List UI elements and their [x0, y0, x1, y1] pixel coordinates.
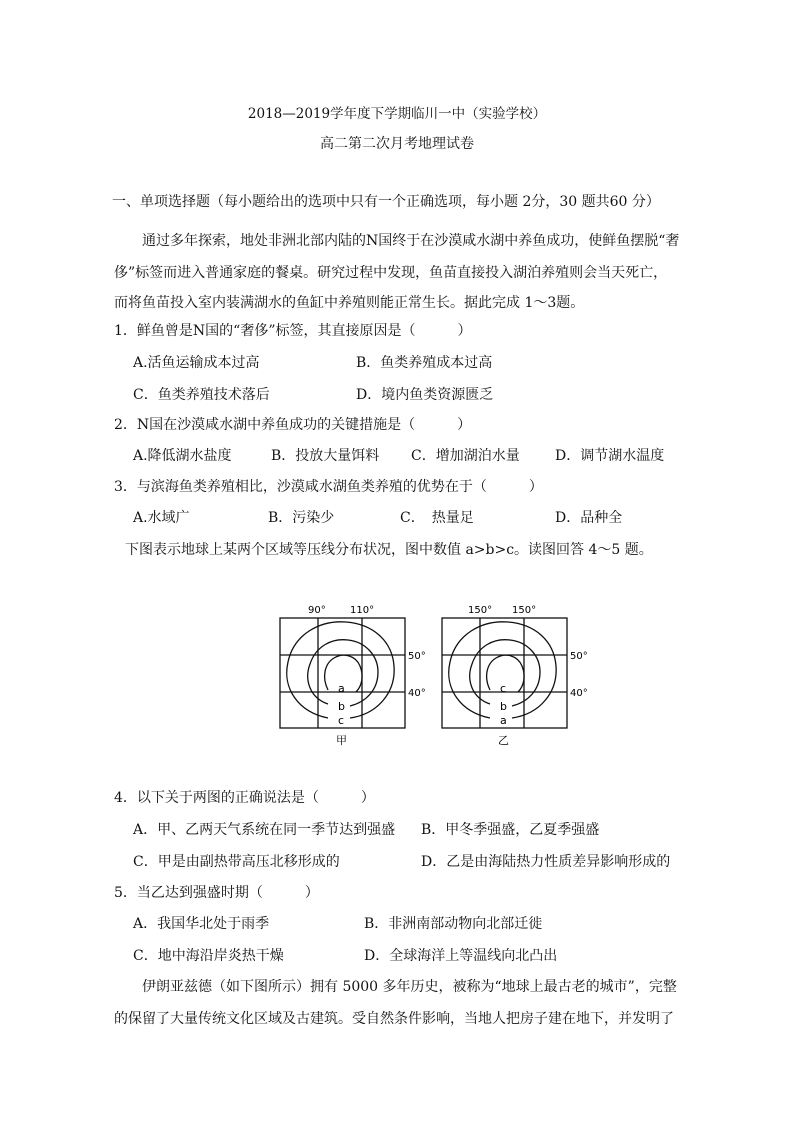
question-3-option-b: B．污染少 — [268, 510, 335, 526]
figure-jia-lon-right: 110° — [350, 605, 375, 616]
figure-yi-caption: 乙 — [498, 734, 509, 747]
passage-1-line-2: 侈”标签而进入普通家庭的餐桌。研究过程中发现，鱼苗直接投入湖泊养殖则会当天死亡， — [114, 265, 668, 281]
question-3-option-c: C． 热量足 — [400, 510, 474, 526]
question-4-option-c: C．甲是由副热带高压北移形成的 — [133, 854, 340, 870]
figure-jia-caption: 甲 — [336, 734, 347, 747]
figure-intro: 下图表示地球上某两个区域等压线分布状况，图中数值 a>b>c。读图回答 4～5 题。 — [125, 542, 653, 558]
exam-title: 高二第二次月考地理试卷 — [320, 136, 474, 152]
figure-jia-label-c: c — [338, 714, 345, 727]
question-4-option-a: A．甲、乙两天气系统在同一季节达到强盛 — [133, 822, 396, 838]
question-5-option-a: A．我国华北处于雨季 — [133, 916, 270, 932]
question-3-option-a: A.水域广 — [133, 510, 190, 526]
figure-jia-lat-top: 50° — [408, 651, 426, 662]
question-5-stem: 5．当乙达到强盛时期（ ） — [114, 885, 319, 901]
question-2-option-c: C．增加湖泊水量 — [411, 448, 520, 464]
isobar-figure — [270, 600, 600, 750]
passage-1-line-1: 通过多年探索，地处非洲北部内陆的N国终于在沙漠咸水湖中养鱼成功，使鲜鱼摆脱“奢 — [142, 233, 680, 249]
figure-yi-lon-right: 150° — [512, 605, 537, 616]
question-1-option-d: D．境内鱼类资源匮乏 — [356, 387, 494, 403]
question-2-option-d: D．调节湖水温度 — [555, 448, 665, 464]
figure-jia-lon-left: 90° — [308, 605, 326, 616]
figure-yi-label-b: b — [500, 700, 507, 713]
figure-yi-lat-top: 50° — [570, 651, 588, 662]
question-2-option-a: A.降低湖水盐度 — [133, 448, 232, 464]
question-5-option-b: B．非洲南部动物向北部迁徙 — [364, 916, 543, 932]
question-2-option-b: B．投放大量饵料 — [271, 448, 380, 464]
passage-1-line-3: 而将鱼苗投入室内装满湖水的鱼缸中养殖则能正常生长。据此完成 1～3题。 — [114, 295, 585, 311]
question-5-option-d: D．全球海洋上等温线向北凸出 — [364, 948, 558, 964]
figure-yi-lon-left: 150° — [468, 605, 493, 616]
section-heading: 一、单项选择题（每小题给出的选项中只有一个正确选项，每小题 2分，30 题共60 分） — [112, 194, 660, 210]
figure-yi-label-a: a — [500, 714, 507, 727]
passage-2-line-2: 的保留了大量传统文化区域及古建筑。受自然条件影响，当地人把房子建在地下，并发明了 — [114, 1011, 674, 1027]
passage-2-line-1: 伊朗亚兹德（如下图所示）拥有 5000 多年历史，被称为“地球上最古老的城市”，完整 — [142, 979, 677, 995]
figure-jia-label-b: b — [338, 700, 345, 713]
figure-yi-label-c: c — [500, 682, 507, 695]
question-4-stem: 4．以下关于两图的正确说法是（ ） — [114, 790, 375, 806]
question-2-stem: 2．N国在沙漠咸水湖中养鱼成功的关键措施是（ ） — [114, 417, 472, 433]
question-4-option-b: B．甲冬季强盛，乙夏季强盛 — [421, 822, 600, 838]
question-4-option-d: D．乙是由海陆热力性质差异影响形成的 — [421, 854, 671, 870]
question-1-stem: 1．鲜鱼曾是N国的“奢侈”标签，其直接原因是（ ） — [114, 323, 472, 339]
figure-jia-lat-bottom: 40° — [408, 688, 426, 699]
school-line: 2018—2019学年度下学期临川一中（实验学校） — [247, 106, 547, 122]
question-1-option-a: A.活鱼运输成本过高 — [133, 355, 260, 371]
figure-jia-label-a: a — [338, 682, 345, 695]
question-5-option-c: C．地中海沿岸炎热干燥 — [133, 948, 284, 964]
question-1-option-b: B．鱼类养殖成本过高 — [356, 355, 493, 371]
question-3-option-d: D．品种全 — [555, 510, 623, 526]
figure-yi-lat-bottom: 40° — [570, 688, 588, 699]
question-3-stem: 3．与滨海鱼类养殖相比，沙漠咸水湖鱼类养殖的优势在于（ ） — [114, 479, 543, 495]
question-1-option-c: C．鱼类养殖技术落后 — [133, 387, 270, 403]
